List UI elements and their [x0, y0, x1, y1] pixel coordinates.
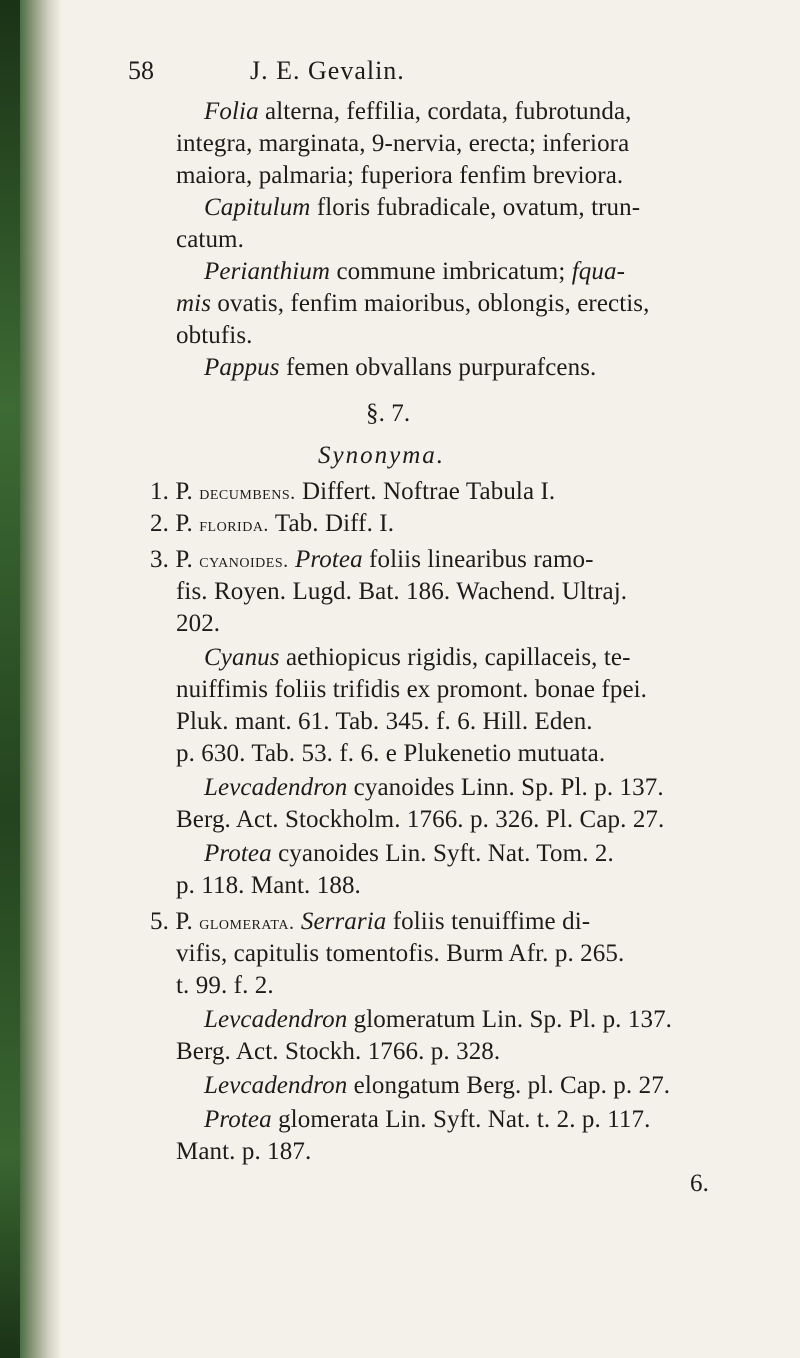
cyanus-line-1	[204, 642, 631, 674]
squamis-term-start: fqua-	[571, 258, 626, 285]
synonym-3-number: 3.	[150, 546, 169, 573]
synonym-5-number: 5.	[150, 908, 169, 935]
synonym-1-species: decumbens.	[199, 482, 296, 504]
perianthium-line-2	[176, 288, 650, 320]
squamis-term-end: mis	[176, 290, 212, 317]
protea-term: Protea	[204, 840, 272, 867]
leucadendron-text: cyanoides Linn. Sp. Pl. p. 137.	[353, 774, 664, 801]
perianthium-line-1	[204, 256, 625, 288]
synonym-3-line-3: 202.	[176, 610, 221, 637]
synonym-3-term: Protea	[294, 546, 363, 573]
synonym-1-text: Differt. Noftrae Tabula I.	[301, 478, 556, 505]
capitulum-term: Capitulum	[204, 194, 311, 221]
synonym-5-line-2: vifis, capitulis tomentofis. Burm Afr. p. 265.	[176, 940, 625, 967]
synonym-5-text: foliis tenuiffime di-	[392, 908, 591, 935]
protea-glomerata-line-1	[204, 1104, 650, 1136]
pappus-term: Pappus	[204, 354, 280, 381]
running-title: J. E. Gevalin.	[250, 56, 405, 85]
cyanus-line-2: nuiffimis foliis trifidis ex promont. bonae fpei.	[176, 676, 648, 703]
synonym-5-line-3: t. 99. f. 2.	[176, 972, 274, 999]
catchword: 6.	[690, 1170, 709, 1197]
capitulum-line-1	[204, 192, 640, 224]
protea-cyanoides-line-1	[204, 838, 614, 870]
protea-glomerata-text: glomerata Lin. Syft. Nat. t. 2. p. 117.	[278, 1106, 651, 1133]
leucadendron-term: Levcadendron	[204, 774, 348, 801]
capitulum-line-2: catum.	[176, 226, 244, 253]
folia-line-2: integra, marginata, 9-nervia, erecta; inferiora	[176, 130, 630, 157]
section-heading: Synonyma.	[318, 442, 445, 469]
cyanus-term: Cyanus	[204, 644, 280, 671]
synonym-2-number: 2.	[150, 510, 169, 537]
synonym-5-term: Serraria	[300, 908, 387, 935]
synonym-1-number: 1.	[150, 478, 169, 505]
synonym-3-line-2: fis. Royen. Lugd. Bat. 186. Wachend. Ultraj.	[176, 578, 628, 605]
folia-term: Folia	[204, 98, 259, 125]
pappus-text: femen obvallans purpurafcens.	[285, 354, 597, 381]
protea-cyanoides-line-2: p. 118. Mant. 188.	[176, 872, 361, 899]
synonym-2-genus: P.	[175, 510, 193, 537]
leucadendron-glomeratum-term: Levcadendron	[204, 1006, 348, 1033]
leucadendron-glomeratum-line-1	[204, 1004, 672, 1036]
cyanus-line-4: p. 630. Tab. 53. f. 6. e Plukenetio mutuata.	[176, 740, 606, 767]
leucadendron-line-2: Berg. Act. Stockholm. 1766. p. 326. Pl. Cap. 27.	[176, 806, 665, 833]
leucadendron-elongatum-term: Levcadendron	[204, 1072, 348, 1099]
section-number: §. 7.	[366, 400, 411, 427]
leucadendron-elongatum-text: elongatum Berg. pl. Cap. p. 27.	[353, 1072, 671, 1099]
synonym-3	[150, 544, 594, 577]
leucadendron-elongatum-line	[204, 1070, 670, 1102]
pappus-line	[204, 352, 596, 384]
protea-glomerata-term: Protea	[204, 1106, 272, 1133]
synonym-2-species: florida.	[199, 514, 269, 536]
folia-line-3: maiora, palmaria; fuperiora fenfim breviora.	[176, 162, 624, 189]
synonym-3-genus: P.	[175, 546, 193, 573]
perianthium-text-2: ovatis, fenfim maioribus, oblongis, erectis,	[217, 290, 650, 317]
synonym-5	[150, 906, 590, 939]
leucadendron-glomeratum-text: glomeratum Lin. Sp. Pl. p. 137.	[353, 1006, 673, 1033]
cyanus-text: aethiopicus rigidis, capillaceis, te-	[285, 644, 631, 671]
perianthium-line-3: obtufis.	[176, 322, 253, 349]
synonym-3-text: foliis linearibus ramo-	[369, 546, 594, 573]
cyanus-line-3: Pluk. mant. 61. Tab. 345. f. 6. Hill. Eden.	[176, 708, 593, 735]
synonym-5-species: glomerata.	[199, 912, 295, 934]
perianthium-text: commune imbricatum;	[336, 258, 566, 285]
page-number: 58	[128, 56, 154, 85]
perianthium-term: Perianthium	[204, 258, 331, 285]
capitulum-text: floris fubradicale, ovatum, trun-	[316, 194, 641, 221]
synonym-1-genus: P.	[175, 478, 193, 505]
leucadendron-glomeratum-line-2: Berg. Act. Stockh. 1766. p. 328.	[176, 1038, 501, 1065]
protea-text: cyanoides Lin. Syft. Nat. Tom. 2.	[278, 840, 614, 867]
protea-glomerata-line-2: Mant. p. 187.	[176, 1138, 312, 1165]
folia-text: alterna, feffilia, cordata, fubrotunda,	[265, 98, 632, 125]
folia-line-1	[204, 96, 632, 128]
synonym-2	[150, 508, 394, 541]
synonym-2-text: Tab. Diff. I.	[274, 510, 395, 537]
synonym-5-genus: P.	[175, 908, 193, 935]
leucadendron-line-1	[204, 772, 664, 804]
synonym-1	[150, 476, 555, 509]
synonym-3-species: cyanoides.	[199, 550, 289, 572]
